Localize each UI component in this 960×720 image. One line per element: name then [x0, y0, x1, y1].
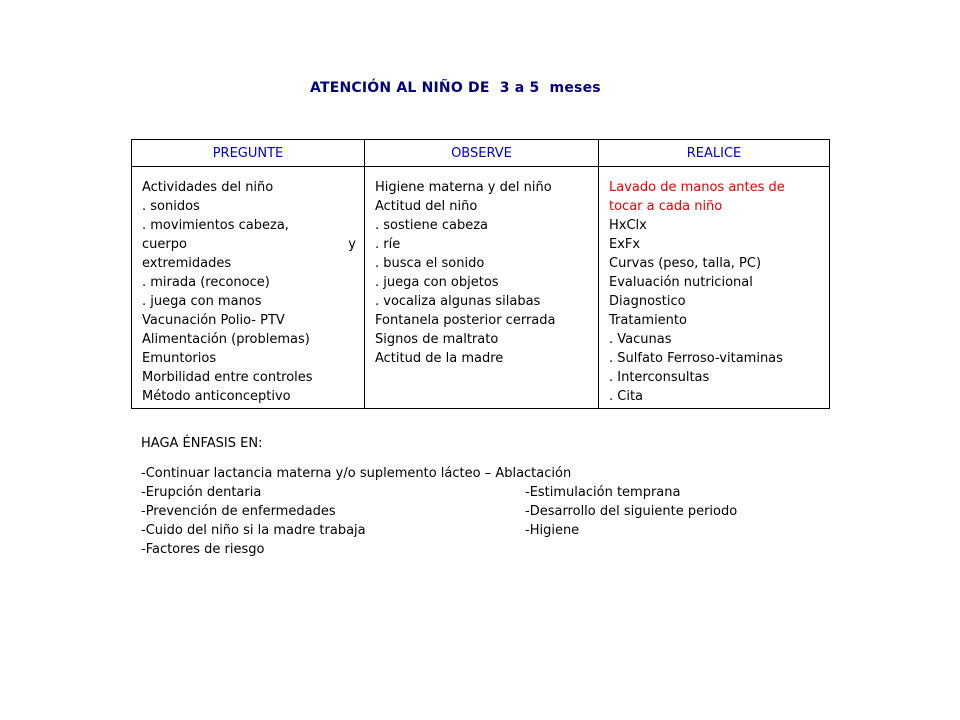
realice-item: Evaluación nutricional [609, 275, 753, 290]
observe-item: . ríe [375, 237, 401, 252]
emphasis-item: -Continuar lactancia materna y/o suplemento lácteo – Ablactación [141, 466, 572, 481]
emphasis-item: -Desarrollo del siguiente periodo [525, 504, 738, 519]
pregunte-item: Morbilidad entre controles [142, 370, 313, 385]
emphasis-row [141, 521, 737, 540]
pregunte-item: extremidades [142, 256, 232, 271]
pregunte-item: y [348, 237, 356, 252]
emphasis-item: -Prevención de enfermedades [141, 504, 336, 519]
observe-item: Actitud de la madre [375, 351, 504, 366]
realice-highlight-item: Lavado de manos antes de [609, 180, 785, 195]
observe-item: Fontanela posterior cerrada [375, 313, 556, 328]
emphasis-item: -Cuido del niño si la madre trabaja [141, 523, 366, 538]
realice-highlight-item: tocar a cada niño [609, 199, 723, 214]
observe-item: Higiene materna y del niño [375, 180, 552, 195]
realice-item: . Cita [609, 389, 644, 404]
pregunte-item: cuerpo [142, 237, 187, 252]
pregunte-cell [132, 167, 365, 409]
observe-cell [365, 167, 599, 409]
pregunte-justified-line [142, 235, 356, 254]
realice-item: HxClx [609, 218, 647, 233]
realice-cell [599, 167, 830, 409]
realice-item: . Interconsultas [609, 370, 710, 385]
pregunte-item: . movimientos cabeza, [142, 218, 289, 233]
realice-item: ExFx [609, 237, 641, 252]
emphasis-row [141, 483, 737, 502]
care-table [131, 139, 830, 409]
page-title: ATENCIÓN AL NIÑO DE 3 a 5 meses [310, 80, 601, 96]
table-header-row [132, 140, 830, 167]
emphasis-item: -Estimulación temprana [525, 485, 681, 500]
observe-item: Actitud del niño [375, 199, 478, 214]
realice-item: Diagnostico [609, 294, 686, 309]
observe-item: . busca el sonido [375, 256, 485, 271]
emphasis-row [141, 540, 737, 559]
pregunte-item: Método anticonceptivo [142, 389, 291, 404]
pregunte-item: Emuntorios [142, 351, 217, 366]
emphasis-item: -Factores de riesgo [141, 542, 265, 557]
emphasis-row [141, 502, 737, 521]
pregunte-item: . sonidos [142, 199, 200, 214]
realice-item: Tratamiento [609, 313, 687, 328]
emphasis-section [141, 434, 737, 559]
header-pregunte: PREGUNTE [132, 140, 365, 167]
pregunte-item: . mirada (reconoce) [142, 275, 270, 290]
realice-item: . Sulfato Ferroso-vitaminas [609, 351, 783, 366]
emphasis-item: -Erupción dentaria [141, 485, 262, 500]
realice-item: Curvas (peso, talla, PC) [609, 256, 762, 271]
observe-item: . vocaliza algunas silabas [375, 294, 541, 309]
pregunte-item: Alimentación (problemas) [142, 332, 310, 347]
observe-item: Signos de maltrato [375, 332, 499, 347]
header-realice: REALICE [599, 140, 830, 167]
realice-item: . Vacunas [609, 332, 672, 347]
pregunte-item: Vacunación Polio- PTV [142, 313, 285, 328]
pregunte-item: . juega con manos [142, 294, 262, 309]
header-observe: OBSERVE [365, 140, 599, 167]
pregunte-item: Actividades del niño [142, 180, 274, 195]
observe-item: . sostiene cabeza [375, 218, 488, 233]
emphasis-item: -Higiene [525, 523, 580, 538]
table-row [132, 167, 830, 409]
observe-item: . juega con objetos [375, 275, 499, 290]
emphasis-heading: HAGA ÉNFASIS EN: [141, 436, 263, 451]
